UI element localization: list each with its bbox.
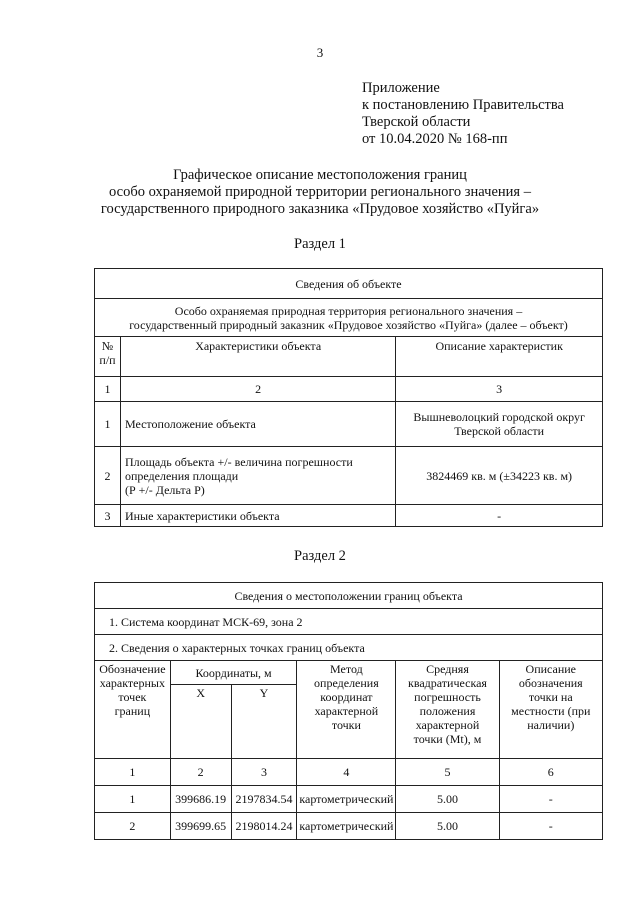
row-description: - <box>396 505 603 527</box>
col-header-point <box>95 661 171 759</box>
index-cell: 6 <box>499 759 602 786</box>
table-row <box>95 813 603 840</box>
point-description: - <box>499 813 602 840</box>
header-line: Описание <box>525 662 577 676</box>
object-name-line: Особо охраняемая природная территория регионального значения – <box>174 303 523 318</box>
point-description: - <box>499 786 602 813</box>
method: картометрический <box>297 813 396 840</box>
col-header-num-line: п/п <box>99 353 116 367</box>
col-header-error <box>396 661 499 759</box>
point-id: 2 <box>95 813 171 840</box>
table-title: Сведения об объекте <box>95 269 603 299</box>
row-number: 1 <box>95 402 121 447</box>
row-description: 3824469 кв. м (±34223 кв. м) <box>396 447 603 505</box>
row-number: 2 <box>95 447 121 505</box>
table-row <box>95 402 603 447</box>
index-cell: 4 <box>297 759 396 786</box>
col-header-method <box>297 661 396 759</box>
index-cell: 3 <box>396 377 603 402</box>
error: 5.00 <box>396 786 499 813</box>
document-title <box>0 167 640 218</box>
row-characteristic <box>120 447 395 505</box>
col-header-coordinates: Координаты, м <box>170 661 297 685</box>
table-row <box>95 505 603 527</box>
error: 5.00 <box>396 813 499 840</box>
header-line: местности (при <box>511 704 591 718</box>
coord-y: 2198014.24 <box>231 813 297 840</box>
header-line: точек <box>118 690 147 704</box>
point-id: 1 <box>95 786 171 813</box>
index-cell: 3 <box>231 759 297 786</box>
row-number: 3 <box>95 505 121 527</box>
header-line: определения <box>314 676 379 690</box>
header-line: наличии) <box>527 718 575 732</box>
row-description-line: Вышневолоцкий городской округ <box>413 410 585 424</box>
col-header-description: Описание характеристик <box>396 337 603 377</box>
header-line: точки на <box>528 690 573 704</box>
page-number: 3 <box>316 45 324 60</box>
method: картометрический <box>297 786 396 813</box>
index-cell: 1 <box>95 759 171 786</box>
header-line: границ <box>114 704 151 718</box>
index-cell: 2 <box>170 759 231 786</box>
index-cell: 5 <box>396 759 499 786</box>
header-line: характерной <box>415 718 480 732</box>
appendix-line: Тверской области <box>362 114 471 130</box>
header-line: координат <box>320 690 373 704</box>
header-line: характерной <box>314 704 379 718</box>
section1-heading: Раздел 1 <box>294 236 346 252</box>
appendix-block <box>362 80 564 148</box>
col-header-num-line: № <box>101 339 114 353</box>
title-line: особо охраняемой природной территории регионального значения – <box>109 184 531 200</box>
appendix-line: Приложение <box>362 80 440 96</box>
row-characteristic-line: (Р +/- Дельта Р) <box>124 482 205 497</box>
title-line: государственного природного заказника «Прудовое хозяйство «Пуйга» <box>100 201 540 217</box>
header-line: положения <box>419 704 476 718</box>
table-title: Сведения о местоположении границ объекта <box>95 583 603 609</box>
col-header-characteristics: Характеристики объекта <box>120 337 395 377</box>
object-info-table <box>94 268 603 527</box>
boundary-points-table <box>94 582 603 840</box>
row-characteristic-line: определения площади <box>124 468 239 483</box>
row-characteristic-line: Площадь объекта +/- величина погрешности <box>124 454 353 469</box>
header-line: точки (Mt), м <box>413 732 482 746</box>
title-line: Графическое описание местоположения границ <box>173 167 467 183</box>
coord-x: 399686.19 <box>170 786 231 813</box>
row-description-line: Тверской области <box>454 424 545 438</box>
header-line: характерных <box>99 676 165 690</box>
table-row <box>95 786 603 813</box>
index-cell: 1 <box>95 377 121 402</box>
col-header-description <box>499 661 602 759</box>
section2-heading: Раздел 2 <box>294 548 346 564</box>
object-name-line: государственный природный заказник «Прудовое хозяйство «Пуйга» (далее – объект) <box>129 317 568 332</box>
object-name-cell <box>95 299 603 337</box>
header-line: квадратическая <box>408 676 487 690</box>
header-line: точки <box>331 718 361 732</box>
appendix-date: от 10.04.2020 № 168-пп <box>362 131 508 147</box>
coordinate-system-line: 1. Система координат МСК-69, зона 2 <box>95 609 603 635</box>
col-header-num <box>95 337 121 377</box>
appendix-line: к постановлению Правительства <box>362 97 564 113</box>
index-cell: 2 <box>120 377 395 402</box>
index-row <box>95 377 603 402</box>
col-header-x: X <box>170 685 231 759</box>
coord-y: 2197834.54 <box>231 786 297 813</box>
header-line: Обозначение <box>99 662 166 676</box>
header-line: погрешность <box>414 690 481 704</box>
table-row <box>95 447 603 505</box>
col-header-y: Y <box>231 685 297 759</box>
header-line: обозначения <box>518 676 583 690</box>
points-info-line: 2. Сведения о характерных точках границ объекта <box>95 635 603 661</box>
header-line: Средняя <box>426 662 469 676</box>
coord-x: 399699.65 <box>170 813 231 840</box>
row-description <box>396 402 603 447</box>
row-characteristic: Местоположение объекта <box>120 402 395 447</box>
index-row <box>95 759 603 786</box>
header-line: Метод <box>330 662 363 676</box>
row-characteristic: Иные характеристики объекта <box>120 505 395 527</box>
